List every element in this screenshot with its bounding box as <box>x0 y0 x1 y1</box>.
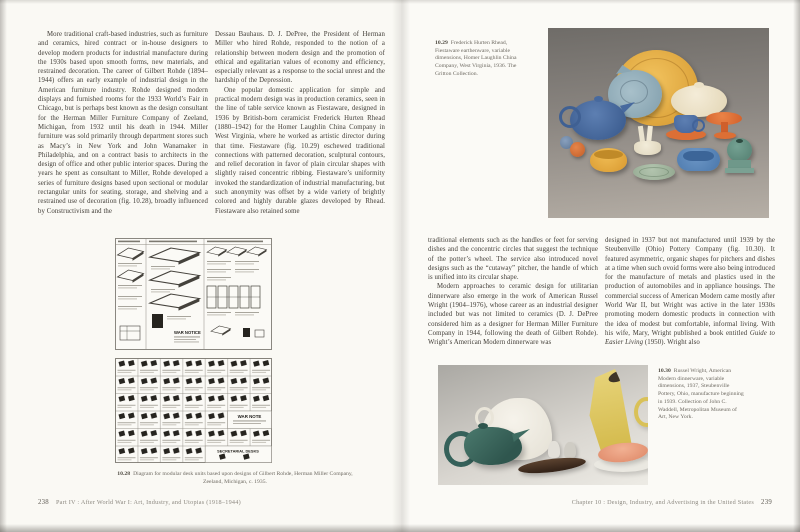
square-bowl-interior <box>683 151 714 161</box>
candle-base <box>634 141 661 155</box>
war-notice-label: WAR NOTICE <box>174 330 201 335</box>
secretarial-desks-label: SECRETARIAL DESKS <box>217 448 259 454</box>
fiesta-ball-vase <box>727 138 752 162</box>
green-plate-ring <box>639 167 669 177</box>
vase-base-step <box>725 168 754 173</box>
paragraph: One popular domestic application for simple and practical modern design was in production ceramics, seen in the line of table service known as Fiestaware, designed in 1936 by British-born ceramicist Frederick Hurten Rhead (1880–1942) for the Homer Laughlin China Company in West Virginia, where he worked as artistic director during that time. Fiestaware (fig. 10.29) eschewed traditional connections with patterned decoration, sculptural contours, and relief decoration in favor of plain circular shapes with slightly raised concentric ribbing. Fiestaware’s uniformity invoked the standardization of industrial manufacturing, but such anonymity was offset by a wide variety of brightly colored and highly durable glazes developed by Rhead. Fiestaware also retained some <box>215 86 385 215</box>
paragraph <box>605 236 775 348</box>
teal-teapot-body <box>464 427 522 465</box>
teapot-handle <box>559 106 581 128</box>
figure-10-29-caption <box>435 40 532 79</box>
fiesta-blue-teapot <box>570 100 626 140</box>
paragraph-text: designed in 1937 but not manufactured until 1939 by the Steubenville (Ohio) Pottery Company (fig. 10.30). It featured asymmetric, organic shapes for pitchers and dishes at a time when such ovoid forms were also being introduced for the manufacture of metals and plastics used in the production of automobiles and in appliance housings. The commercial success of American Modern came mostly after World War II, but Wright was active in the later 1930s promoting modern domestic products in connection with the idea of modest but comfortable, informal living. With his wife, Mary, Wright published a book entitled <box>605 237 775 337</box>
left-page-number: 238 <box>38 499 49 506</box>
am-pepper-shaker <box>564 442 576 458</box>
figure-caption-text: Diagram for modular desk units based upon designs of Gilbert Rohde, Herman Miller Company, Zeeland, Michigan, c. 1935. <box>133 471 353 485</box>
figure-caption-text: Frederick Hurten Rhead, Fiestaware earthenware, variable dimensions, Homer Laughlin China Company, West Virginia, 1936. The Gritton Collection. <box>435 40 517 77</box>
teapot-knob <box>594 96 603 102</box>
figure-10-28-caption <box>110 471 360 486</box>
casserole-knob <box>694 82 704 88</box>
am-salt-shaker <box>548 441 560 458</box>
right-column-1 <box>428 236 598 348</box>
figure-number: 10.30 <box>658 368 671 374</box>
war-note-label: WAR NOTE <box>237 414 262 419</box>
modular-desk-diagram-image <box>115 238 272 465</box>
paragraph: traditional elements such as the handles or feet for serving dishes and the concentric circles that suggest the technique of the potter’s wheel. The service also introduced novel designs such as the “cutaway” pitcher, the handle of which is unified into its circular shape. <box>428 237 598 282</box>
figure-10-30-caption <box>658 368 746 422</box>
teal-teapot-knob <box>478 423 488 429</box>
bowl-interior <box>594 150 623 159</box>
right-column-2 <box>605 236 775 348</box>
fiesta-blue-square-bowl <box>677 148 720 171</box>
cup-handle <box>692 119 705 132</box>
left-column-1 <box>38 30 208 216</box>
left-footer-text: Part IV : After World War I: Art, Industry, and Utopias (1918–1944) <box>55 499 241 506</box>
fiesta-yellow-bowl <box>590 148 627 172</box>
fiesta-green-plate <box>633 164 675 180</box>
right-running-footer <box>572 499 772 506</box>
right-page-number: 239 <box>761 499 772 506</box>
right-page <box>400 0 800 532</box>
fiesta-orange-ball <box>570 142 585 157</box>
figure-10-28-diagram <box>115 238 272 465</box>
left-column-2 <box>215 30 385 216</box>
vase-base <box>728 160 751 168</box>
pitcher-shading <box>620 80 648 104</box>
figure-caption-text: Russel Wright, American Modern dinnerware, variable dimensions, 1937, Steubenville Pottery, Ohio, manufacture beginning in 1939. Collection of John C. Waddell, Metropolitan Museum of Art, New York. <box>658 368 744 421</box>
fiesta-blue-cup <box>674 115 698 133</box>
pitcher-mouth <box>607 367 631 385</box>
paragraph-text: (1950). Wright also <box>643 339 700 347</box>
vase-opening <box>736 139 743 143</box>
figure-10-29-photo-fiestaware <box>548 28 769 218</box>
left-running-footer <box>38 499 241 506</box>
chartreuse-pitcher-handle <box>634 397 648 427</box>
paragraph: More traditional craft-based industries, such as furniture and ceramics, hired contract or in-house designers to develop modern products for industrial manufacture during the 1930s based upon smooth forms, new materials, and restrained decoration. The career of Gilbert Rohde (1894–1944) offers an early example of industrial design in the American furniture industry. Rohde designed modern displays and furnished rooms for the 1933 World’s Fair in Chicago, but is perhaps best known as the design consultant for the Herman Miller Furniture Company of Zeeland, Michigan, from 1932 until his death in 1944. Miller furniture was sold primarily through department stores such as Macy’s in New York and John Wanamaker in Philadelphia, and on a contract basis to architects in the design of office and other public interior spaces. During the years he spent as consultant to Miller, Rohde developed a series of furniture designs based upon sectional or modular rectangular units for seating, storage, and shelving and a restrained use of decoration (fig. 10.28), broadly influenced by Constructivism and the <box>38 31 208 215</box>
book-title-italic: Guide to Easier Living <box>605 329 776 347</box>
figure-number: 10.29 <box>435 40 448 46</box>
compote-foot <box>714 132 736 139</box>
fiesta-candleholder <box>634 126 662 155</box>
am-teal-teapot <box>444 423 528 473</box>
figure-10-30-photo-american-modern <box>438 365 648 485</box>
teal-teapot-spout <box>512 429 530 442</box>
paragraph: Dessau Bauhaus. D. J. DePree, the President of Herman Miller who hired Rohde, responded to the notion of a relationship between modern design and the promotion of ethical and egalitarian values of economy and efficiency, especially relevant as a response to the social unrest and the hardship of the Depression. <box>215 31 385 85</box>
right-footer-text: Chapter 10 : Design, Industry, and Advertising in the United States <box>571 499 755 506</box>
figure-number: 10.28 <box>117 471 131 477</box>
paragraph: Modern approaches to ceramic design for utilitarian dinnerware also emerge in the work of American Russel Wright (1904–1976), whose career as an industrial designer included but was not limited to ceramics (D. J. DePree considered him as a designer for Herman Miller Furniture Company in 1944, following the death of Gilbert Rohde). Wright’s American Modern dinnerware was <box>428 283 598 347</box>
